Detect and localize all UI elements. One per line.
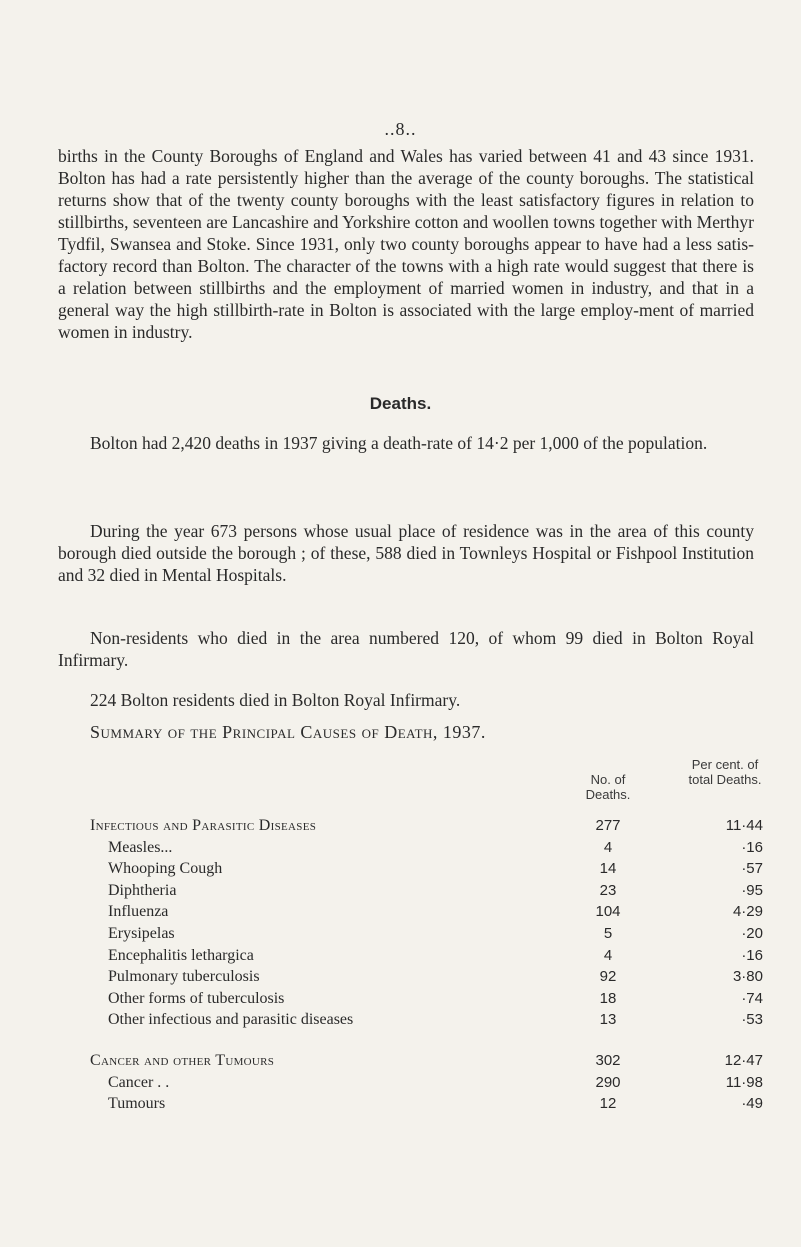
- table-group-row: [0, 1051, 801, 1071]
- percent-value: ·57: [741, 860, 763, 877]
- percent-value: 3·80: [732, 968, 763, 985]
- death-rate-paragraph: Bolton had 2,420 deaths in 1937 giving a death-rate of 14·2 per 1,000 of the population.: [90, 433, 708, 453]
- stillbirths-paragraph: births in the County Boroughs of England and Wales has varied between 41 and 43 since 1931. Bolton has had a rate persistently higher than the average of the county boroughs. The statistical returns show that of the twenty county boroughs with the least satisfactory figures in relation to stillbirths, seventeen are Lancashire and Yorkshire cotton and woollen towns together with Merthyr Tydfil, Swansea and Stoke. Since 1931, only two county boroughs appear to have had a less satis-factory record than Bolton. The character of the towns with a high rate would suggest that there is a relation between stillbirths and the employment of married women in industry, and that in a general way the high stillbirth-rate in Bolton is associated with the large employ-ment of married women in industry.: [58, 146, 754, 342]
- percent-value: ·53: [741, 1011, 763, 1028]
- cause-label: Encephalitis lethargica: [108, 947, 254, 964]
- deaths-value: 23: [599, 882, 617, 899]
- deaths-value: 277: [595, 817, 621, 834]
- deaths-value: 5: [603, 925, 613, 942]
- non-residents-paragraph: Non-residents who died in the area numbered 120, of whom 99 died in Bolton Royal Infirmary.: [58, 628, 754, 670]
- cause-label: Erysipelas: [108, 925, 175, 942]
- page-number: ..8..: [384, 119, 417, 139]
- infirmary-paragraph: 224 Bolton residents died in Bolton Royal Infirmary.: [90, 690, 461, 710]
- deaths-heading: Deaths.: [369, 394, 432, 413]
- percent-value: ·49: [741, 1095, 763, 1112]
- deaths-value: 4: [603, 947, 613, 964]
- deaths-value: 104: [595, 903, 621, 920]
- deaths-value: 14: [599, 860, 617, 877]
- percent-value: 12·47: [724, 1052, 763, 1069]
- percent-value: 4·29: [732, 903, 763, 920]
- cause-label: Cancer and other Tumours: [90, 1052, 275, 1069]
- percent-value: ·16: [741, 839, 763, 856]
- deaths-value: 13: [599, 1011, 617, 1028]
- table-row: [0, 946, 801, 966]
- outside-borough-paragraph: During the year 673 persons whose usual place of residence was in the area of this county borough died outside the borough ; of these, 588 died in Townleys Hospital or Fishpool Institution and 32 died in Mental Hospitals.: [58, 521, 754, 585]
- table-row: [0, 838, 801, 858]
- cause-label: Influenza: [108, 903, 169, 920]
- percent-value: ·95: [741, 882, 763, 899]
- deaths-value: 18: [599, 990, 617, 1007]
- table-row: [0, 902, 801, 922]
- percent-value: ·16: [741, 947, 763, 964]
- deaths-value: 302: [595, 1052, 621, 1069]
- table-row: [0, 924, 801, 944]
- cause-label: Whooping Cough: [108, 860, 223, 877]
- deaths-value: 92: [599, 968, 617, 985]
- table-row: [0, 1073, 801, 1093]
- table-group-row: [0, 816, 801, 836]
- cause-label: Diphtheria: [108, 882, 177, 899]
- deaths-value: 290: [595, 1074, 621, 1091]
- percent-value: ·74: [741, 990, 763, 1007]
- deaths-column-header: No. of Deaths.: [585, 772, 631, 802]
- deaths-value: 4: [603, 839, 613, 856]
- cause-label: Other forms of tuberculosis: [108, 990, 285, 1007]
- percent-value: 11·98: [725, 1074, 763, 1091]
- table-row: [0, 881, 801, 901]
- deaths-value: 12: [599, 1095, 617, 1112]
- table-row: [0, 967, 801, 987]
- table-row: [0, 859, 801, 879]
- cause-label: Infectious and Parasitic Diseases: [90, 817, 317, 834]
- summary-title: Summary of the Principal Causes of Death, 1937.: [90, 722, 486, 742]
- table-row: [0, 1010, 801, 1030]
- cause-label: Pulmonary tuberculosis: [108, 968, 260, 985]
- table-row: [0, 1094, 801, 1114]
- percent-value: ·20: [741, 925, 763, 942]
- cause-label: Other infectious and parasitic diseases: [108, 1011, 354, 1028]
- cause-label: Cancer . .: [108, 1074, 170, 1091]
- cause-label: Tumours: [108, 1095, 166, 1112]
- percent-value: 11·44: [725, 817, 763, 834]
- table-row: [0, 989, 801, 1009]
- cause-label: Measles...: [108, 839, 173, 856]
- percent-column-header: Per cent. of total Deaths.: [688, 757, 762, 787]
